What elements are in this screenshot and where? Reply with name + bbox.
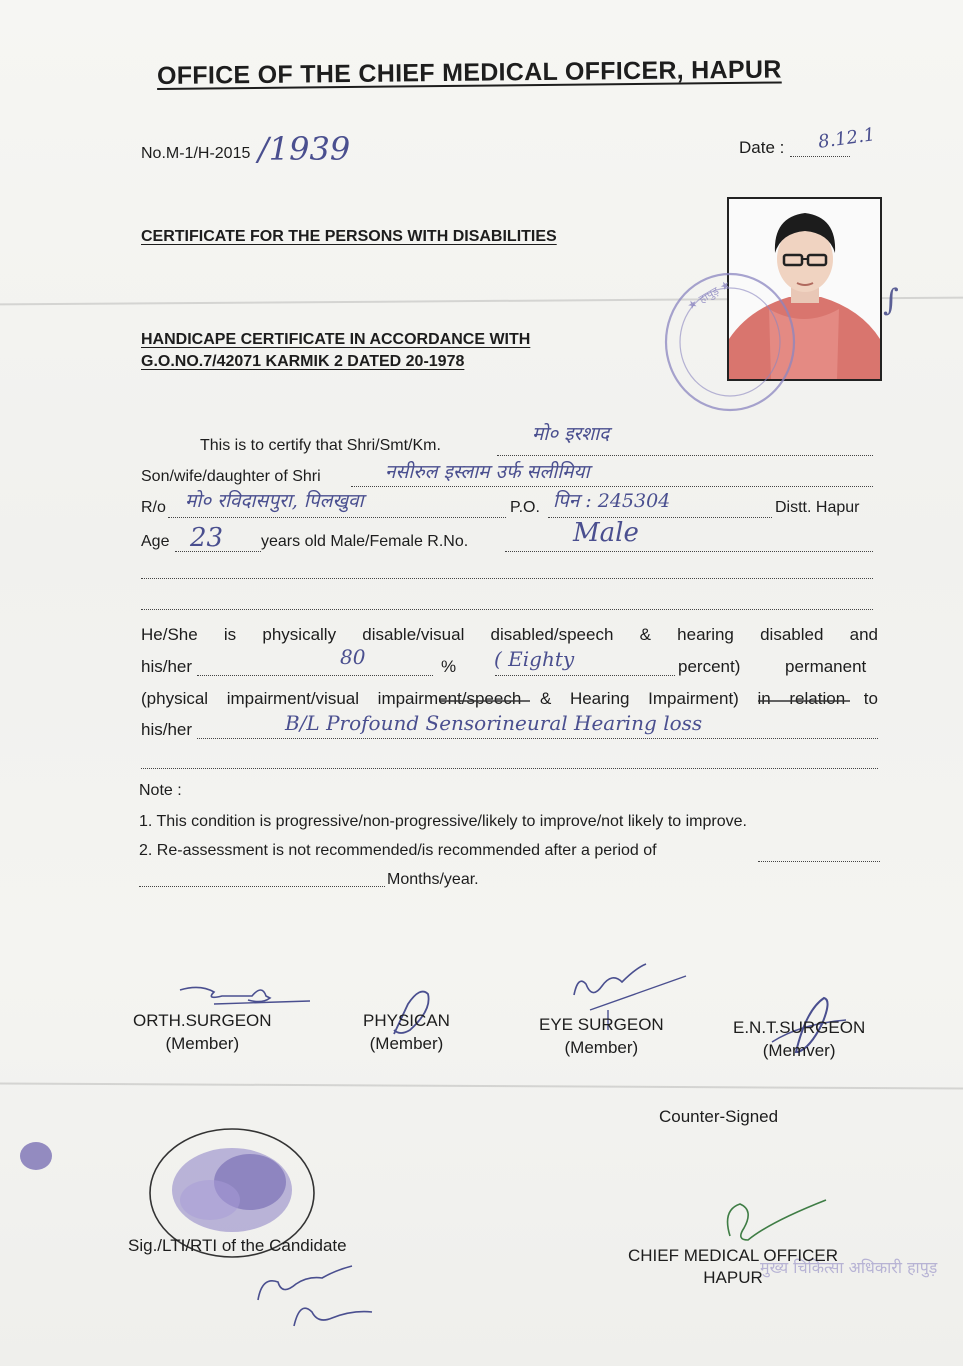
parent-name-handwritten: नसीरुल इस्लाम उर्फ सलीमिया <box>385 461 590 483</box>
signatory-title: E.N.T.SURGEON <box>733 1018 866 1037</box>
post-office-handwritten: पिन : 245304 <box>553 490 671 512</box>
blank-dotted-line <box>141 578 873 579</box>
signatory-title: ORTH.SURGEON <box>133 1011 272 1030</box>
date-dotted-line <box>790 156 850 157</box>
impairment-statement: (physical impairment/visual impairment/speech & Hearing Impairment) in relation to <box>141 689 878 708</box>
certificate-heading: CERTIFICATE FOR THE PERSONS WITH DISABILITIES <box>141 228 557 245</box>
permanent-label: permanent <box>785 657 867 676</box>
signatory-title: PHYSICAN <box>363 1011 450 1030</box>
percent-words-handwritten: ( Eighty <box>494 647 575 671</box>
svg-text:★ हापुड़ ★: ★ हापुड़ ★ <box>685 277 733 313</box>
age-label: Age <box>141 533 170 550</box>
fold-crease <box>0 1082 963 1089</box>
percent-sign: % <box>441 657 457 676</box>
signatory-role: (Memver) <box>762 1041 836 1060</box>
cmo-place: HAPUR <box>703 1268 763 1287</box>
accordance-heading-line1: HANDICAPE CERTIFICATE IN ACCORDANCE WITH <box>141 331 531 348</box>
certify-dotted-line <box>497 455 873 456</box>
signatory-role: (Member) <box>564 1038 639 1057</box>
post-office-label: P.O. <box>510 499 540 516</box>
strike-through-marks <box>380 692 880 712</box>
photo-initial-mark: ∫ <box>883 283 899 318</box>
blank-dotted-line <box>141 609 873 610</box>
percent-dotted-line <box>197 675 433 676</box>
thumb-impression <box>0 1120 340 1300</box>
residence-handwritten: मो० रविदासपुरा, पिलखुवा <box>185 490 364 512</box>
parent-label: Son/wife/daughter of Shri <box>141 468 321 485</box>
residence-label: R/o <box>141 499 166 516</box>
age-suffix-label: years old Male/Female R.No. <box>261 533 469 550</box>
residence-dotted-line <box>168 517 506 518</box>
note-label: Note : <box>139 782 182 799</box>
cmo-block <box>628 1246 838 1288</box>
signatory-role: (Member) <box>165 1034 240 1053</box>
physician-block <box>363 1011 450 1054</box>
note-item-1: 1. This condition is progressive/non-progressive/likely to improve/not likely to improve. <box>139 813 747 830</box>
district-label: Distt. Hapur <box>775 499 860 516</box>
date-handwritten: 8.12.1 <box>816 124 877 153</box>
note-months-dotted-line <box>139 886 385 887</box>
percent-prefix: his/her <box>141 657 193 676</box>
accordance-heading-line2: G.O.NO.7/42071 KARMIK 2 DATED 20-1978 <box>141 353 465 370</box>
page-title: OFFICE OF THE CHIEF MEDICAL OFFICER, HAPUR <box>156 55 782 90</box>
date-label: Date : <box>739 138 785 157</box>
eye-surgeon-block <box>539 1015 664 1058</box>
percent-handwritten: 80 <box>340 645 366 669</box>
office-seal-stamp <box>660 270 800 420</box>
rno-handwritten: Male <box>573 518 639 548</box>
ent-surgeon-block <box>733 1018 865 1061</box>
candidate-signature-label: Sig./LTI/RTI of the Candidate <box>128 1236 347 1255</box>
reference-number-label: No.M-1/H-2015 <box>141 145 251 162</box>
certify-label: This is to certify that Shri/Smt/Km. <box>200 437 441 454</box>
note-period-dotted-line <box>758 861 880 862</box>
signatory-title: EYE SURGEON <box>539 1015 664 1034</box>
signatory-role: (Member) <box>369 1034 444 1053</box>
cmo-seal-text: मुख्य चिकित्सा अधिकारी हापुड़ <box>760 1258 938 1277</box>
percent-words-dotted-line <box>495 675 675 676</box>
note-item-2: 2. Re-assessment is not recommended/is recommended after a period of <box>139 842 657 859</box>
orth-surgeon-block <box>133 1011 272 1054</box>
counter-signed-label: Counter-Signed <box>659 1107 779 1126</box>
candidate-name-handwritten: मो० इरशाद <box>532 423 610 445</box>
relation-dotted-line <box>197 738 878 739</box>
reference-number-handwritten: /1939 <box>258 130 351 168</box>
disability-statement: He/She is physically disable/visual disabled/speech & hearing disabled and <box>141 625 878 644</box>
rno-dotted-line <box>505 551 873 552</box>
blank-dotted-line <box>141 768 878 769</box>
relation-handwritten: B/L Profound Sensorineural Hearing loss <box>285 711 703 735</box>
relation-prefix: his/her <box>141 720 193 739</box>
note-item-2-continued: Months/year. <box>387 871 479 888</box>
age-handwritten: 23 <box>190 523 224 553</box>
percent-suffix: percent) <box>678 657 741 676</box>
cmo-title: CHIEF MEDICAL OFFICER <box>628 1246 838 1265</box>
